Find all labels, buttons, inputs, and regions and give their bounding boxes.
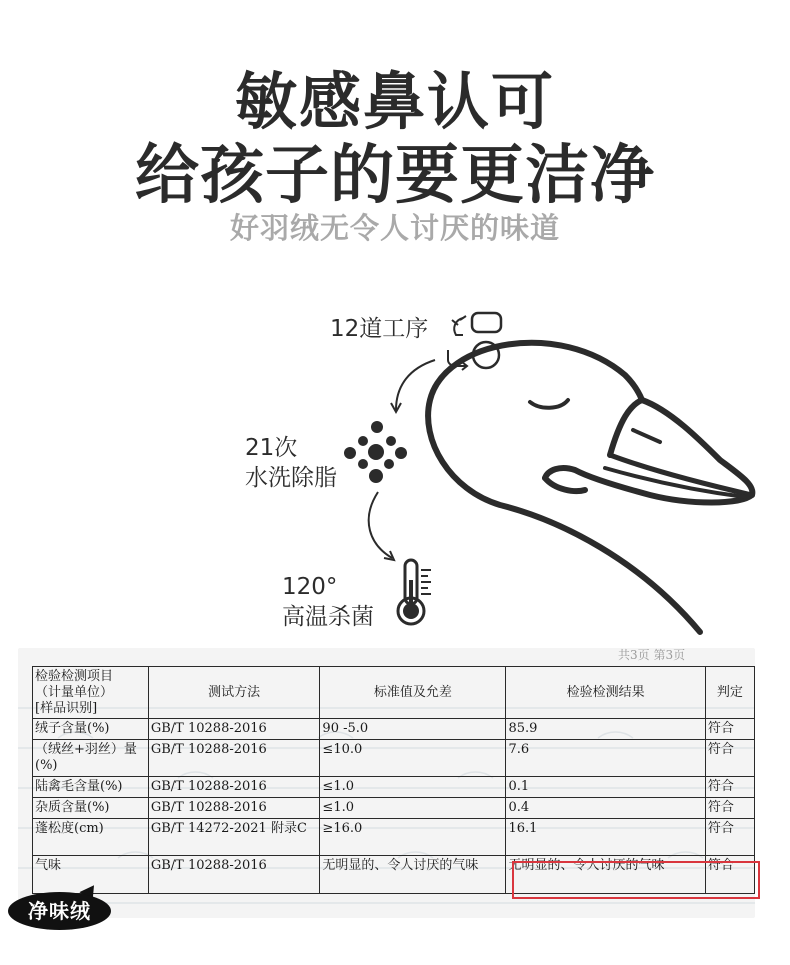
- result-highlight-box: [512, 861, 760, 899]
- cell-standard: ≤10.0: [320, 740, 506, 777]
- badge: 净味绒: [8, 892, 111, 930]
- process-box-icon: [472, 313, 501, 332]
- headline-line2: 给孩子的要更洁净: [135, 139, 655, 213]
- cell-verdict: 符合: [705, 819, 754, 856]
- cell-standard: ≥16.0: [320, 819, 506, 856]
- cell-standard: ≤1.0: [320, 798, 506, 819]
- goose-illustration: [428, 343, 752, 632]
- table-row: [33, 798, 755, 819]
- header-standard: 标准值及允差: [320, 667, 506, 719]
- process-step-1: 12道工序: [330, 316, 429, 342]
- header-verdict: 判定: [705, 667, 754, 719]
- cell-method: GB/T 14272-2021 附录C: [148, 819, 320, 856]
- process-step-3-label: 高温杀菌: [282, 604, 374, 630]
- cell-item: 气味: [33, 856, 149, 894]
- table-header-row: [33, 667, 755, 719]
- thermometer-icon: [398, 560, 431, 624]
- cell-result: 0.1: [506, 777, 705, 798]
- cell-item: 陆禽毛含量(%): [33, 777, 149, 798]
- process-step-2-count: 21次: [245, 435, 298, 461]
- cell-item: 绒子含量(%): [33, 719, 149, 740]
- process-step-3-temp: 120°: [282, 574, 338, 600]
- cell-item: 蓬松度(cm): [33, 819, 149, 856]
- cell-method: GB/T 10288-2016: [148, 798, 320, 819]
- report-table: [32, 666, 755, 894]
- subtitle: 好羽绒无令人讨厌的味道: [229, 211, 560, 245]
- page-indicator: 共3页 第3页: [618, 648, 686, 662]
- process-step-2-label: 水洗除脂: [245, 465, 337, 491]
- cell-result: 85.9: [506, 719, 705, 740]
- cell-result: 无明显的、令人讨厌的气味: [506, 856, 705, 894]
- header-item: 检验检测项目 （计量单位） [样品识别]: [33, 667, 149, 719]
- cell-verdict: 符合: [705, 740, 754, 777]
- cell-method: GB/T 10288-2016: [148, 777, 320, 798]
- table-row: [33, 740, 755, 777]
- cell-verdict: 符合: [705, 798, 754, 819]
- header-method: 测试方法: [148, 667, 320, 719]
- cell-method: GB/T 10288-2016: [148, 740, 320, 777]
- cell-result: 7.6: [506, 740, 705, 777]
- cell-method: GB/T 10288-2016: [148, 719, 320, 740]
- headline-line1: 敏感鼻认可: [234, 65, 555, 138]
- cell-standard: 90 -5.0: [320, 719, 506, 740]
- cell-verdict: 符合: [705, 856, 754, 894]
- cell-method: GB/T 10288-2016: [148, 856, 320, 894]
- table-row: [33, 777, 755, 798]
- cell-verdict: 符合: [705, 719, 754, 740]
- table-row: [33, 819, 755, 856]
- cell-item: （绒丝+羽丝）量(%): [33, 740, 149, 777]
- cell-result: 16.1: [506, 819, 705, 856]
- cell-standard: ≤1.0: [320, 777, 506, 798]
- table-row: [33, 719, 755, 740]
- cell-item: 杂质含量(%): [33, 798, 149, 819]
- cell-standard: 无明显的、令人讨厌的气味: [320, 856, 506, 894]
- header-result: 检验检测结果: [506, 667, 705, 719]
- cell-result: 0.4: [506, 798, 705, 819]
- cell-verdict: 符合: [705, 777, 754, 798]
- wash-dots-icon: [344, 421, 407, 483]
